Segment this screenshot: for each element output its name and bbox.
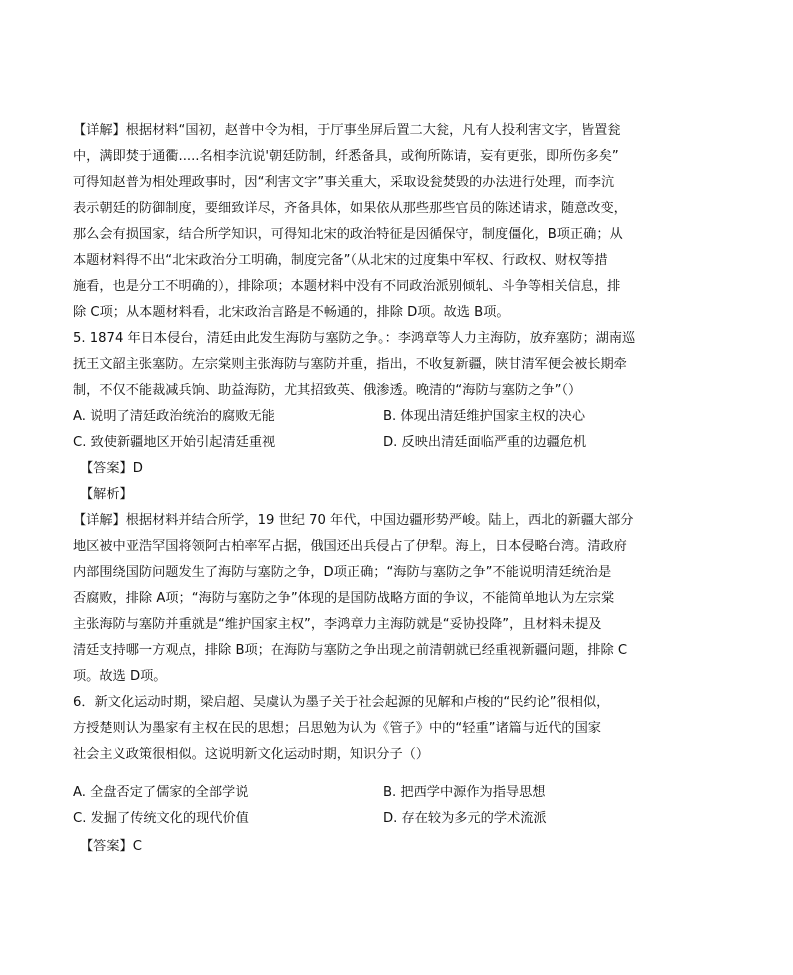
question-5-detail-line: 清廷支持哪一方观点，排除 B项；在海防与塞防之争出现之前清朝就已经重视新疆问题，排除 C xyxy=(73,643,628,658)
question-5-option-a: A. 说明了清廷政治统治的腐败无能 xyxy=(73,409,275,424)
question-5-answer: 【答案】D xyxy=(80,461,143,476)
question-5-option-d: D. 反映出清廷面临严重的边疆危机 xyxy=(383,435,587,450)
detail-paragraph-line: 中，满即焚于通衢.....名相李沆说'朝廷防制，纤悉备具，或徇所陈请，妄有更张，即所伤多矣” xyxy=(73,149,619,164)
question-6-stem: 社会主义政策很相似。这说明新文化运动时期，知识分子（） xyxy=(73,747,430,762)
question-5-detail-line: 项。故选 D项。 xyxy=(73,669,167,684)
question-5-analysis-label: 【解析】 xyxy=(80,487,133,502)
question-6-stem: 方授楚则认为墨家有主权在民的思想；吕思勉为认为《管子》中的“轻重”诸篇与近代的国家 xyxy=(73,721,601,736)
detail-paragraph-line: 可得知赵普为相处理政事时，因“利害文字”事关重大，采取设瓮焚毁的办法进行处理，而李沆 xyxy=(73,175,615,190)
detail-paragraph-line: 表示朝廷的防御制度，要细致详尽，齐备具体，如果依从那些那些官员的陈述请求，随意改变， xyxy=(73,201,627,216)
detail-paragraph-line: 本题材料得不出“北宋政治分工明确，制度完备”（从北宋的过度集中军权、行政权、财权等措 xyxy=(73,253,608,268)
question-5-option-b: B. 体现出清廷维护国家主权的决心 xyxy=(383,409,586,424)
detail-paragraph-line: 施看，也是分工不明确的），排除项；本题材料中没有不同政治派别倾轧、斗争等相关信息，排 xyxy=(73,279,621,294)
question-6-option-c: C. 发掘了传统文化的现代价值 xyxy=(73,811,249,826)
question-6-option-b: B. 把西学中源作为指导思想 xyxy=(383,785,546,800)
question-6-stem: 6．新文化运动时期，梁启超、吴虞认为墨子关于社会起源的见解和卢梭的“民约论”很相似， xyxy=(73,695,610,710)
detail-paragraph-line: 除 C项；从本题材料看，北宋政治言路是不畅通的，排除 D项。故选 B项。 xyxy=(73,305,510,320)
question-5-stem: 制，不仅不能裁减兵饷、助益海防，尤其招致英、俄渗透。晚清的“海防与塞防之争”（） xyxy=(73,383,582,398)
question-5-detail-line: 否腐败，排除 A项；“海防与塞防之争”体现的是国防战略方面的争议，不能简单地认为左宗棠 xyxy=(73,591,615,606)
detail-paragraph-line: 【详解】根据材料“国初，赵普中令为相，于厅事坐屏后置二大瓮，凡有人投利害文字，皆置瓮 xyxy=(73,123,621,138)
question-5-detail-line: 【详解】根据材料并结合所学，19 世纪 70 年代，中国边疆形势严峻。陆上，西北的新疆大部分 xyxy=(73,513,634,528)
question-5-stem: 抚王文韶主张塞防。左宗棠则主张海防与塞防并重，指出，不收复新疆，陕甘清军便会被长期牵 xyxy=(73,357,627,372)
question-5-option-c: C. 致使新疆地区开始引起清廷重视 xyxy=(73,435,276,450)
question-5-stem: 5. 1874 年日本侵台，清廷由此发生海防与塞防之争。：李鸿章等人力主海防，放弃塞防；湖南巡 xyxy=(73,331,636,346)
question-6-option-d: D. 存在较为多元的学术流派 xyxy=(383,811,547,826)
question-5-detail-line: 地区被中亚浩罕国将领阿古柏率军占据，俄国还出兵侵占了伊犁。海上，日本侵略台湾。清政府 xyxy=(73,539,627,554)
question-5-detail-line: 内部围绕国防问题发生了海防与塞防之争，D项正确；“海防与塞防之争”不能说明清廷统治是 xyxy=(73,565,612,580)
question-6-option-a: A. 全盘否定了儒家的全部学说 xyxy=(73,785,249,800)
question-6-answer: 【答案】C xyxy=(80,839,142,854)
question-5-detail-line: 主张海防与塞防并重就是“维护国家主权”，李鸿章力主海防就是“妥协投降”，且材料未提及 xyxy=(73,617,602,632)
detail-paragraph-line: 那么会有损国家，结合所学知识，可得知北宋的政治特征是因循保守，制度僵化，B项正确；从 xyxy=(73,227,623,242)
